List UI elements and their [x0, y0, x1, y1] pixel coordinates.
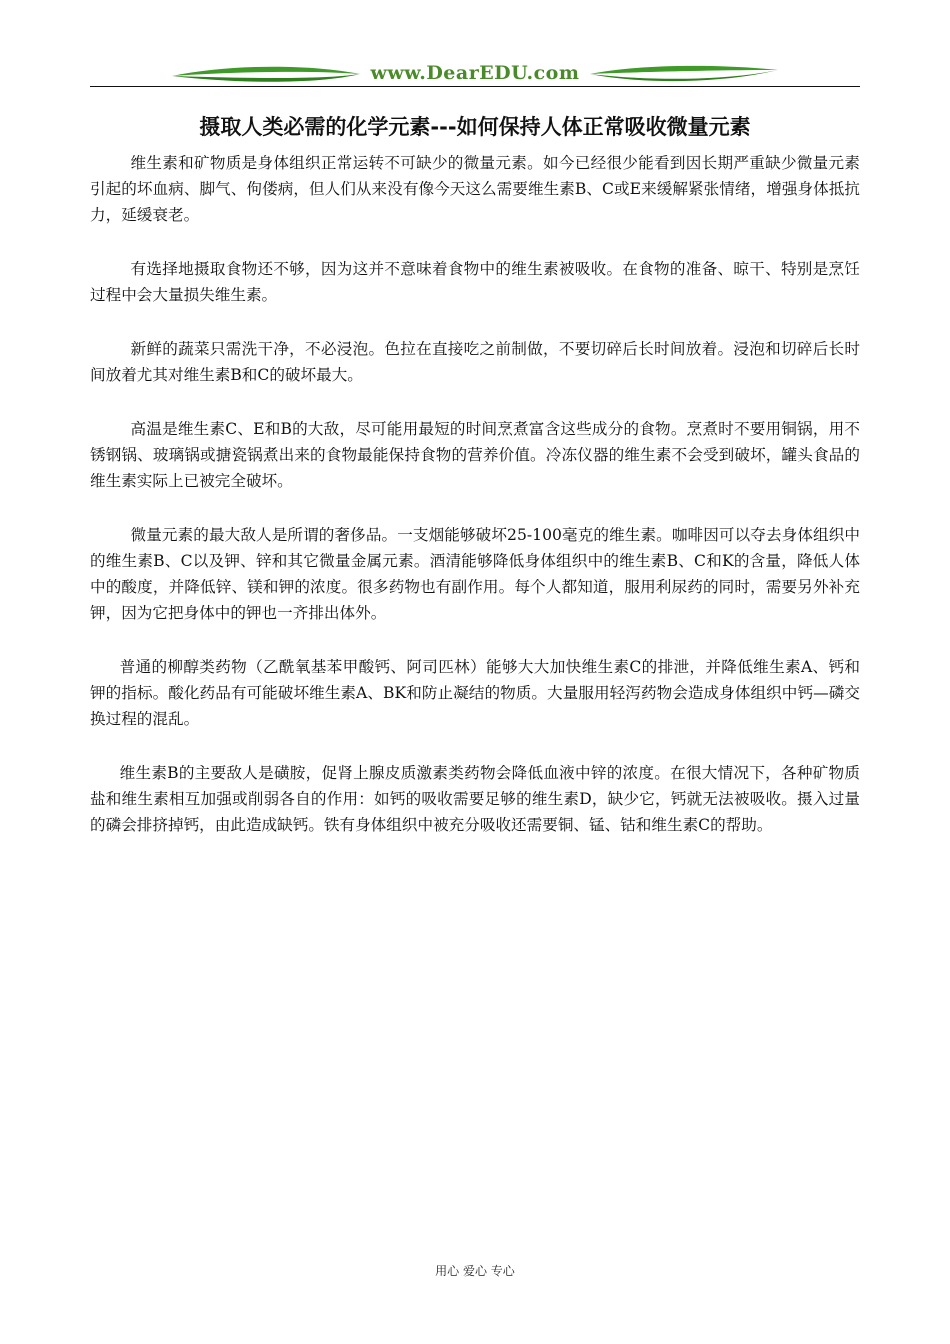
paragraph: 维生素和矿物质是身体组织正常运转不可缺少的微量元素。如今已经很少能看到因长期严重缺少微量元素引起的坏血病、脚气、佝偻病，但人们从来没有像今天这么需要维生素B、C或E来缓解紧张情绪，增强身体抵抗力，延缓衰老。: [90, 154, 860, 224]
header-divider: [90, 86, 860, 87]
page-title: 摄取人类必需的化学元素---如何保持人体正常吸收微量元素: [199, 115, 751, 140]
paragraph: 微量元素的最大敌人是所谓的奢侈品。一支烟能够破坏25-100毫克的维生素。咖啡因可以夺去身体组织中的维生素B、C以及钾、锌和其它微量金属元素。酒清能够降低身体组织中的维生素B、C和K的含量，降低人体中的酸度，并降低锌、镁和钾的浓度。很多药物也有副作用。每个人都知道，服用利尿药的同时，需要另外补充钾，因为它把身体中的钾也一齐排出体外。: [90, 526, 860, 622]
paragraph: 高温是维生素C、E和B的大敌，尽可能用最短的时间烹煮富含这些成分的食物。烹煮时不要用铜锅，用不锈钢锅、玻璃锅或搪瓷锅煮出来的食物最能保持食物的营养价值。冷冻仪器的维生素不会受到破坏，罐头食品的维生素实际上已被完全破坏。: [90, 420, 860, 490]
paragraph: 新鲜的蔬菜只需洗干净，不必浸泡。色拉在直接吃之前制做，不要切碎后长时间放着。浸泡和切碎后长时间放着尤其对维生素B和C的破坏最大。: [90, 340, 860, 384]
page-footer: 用心 爱心 专心: [435, 1264, 515, 1278]
site-header-banner: [170, 60, 780, 86]
paragraph: 普通的柳醇类药物（乙酰氧基苯甲酸钙、阿司匹林）能够大大加快维生素C的排泄，并降低维生素A、钙和钾的指标。酸化药品有可能破坏维生素A、BK和防止凝结的物质。大量服用轻泻药物会造成身体组织中钙—磷交换过程的混乱。: [90, 658, 860, 728]
site-name[interactable]: www.DearEDU.com: [370, 62, 580, 84]
article-body: [90, 150, 860, 866]
paragraph: 维生素B的主要敌人是磺胺，促肾上腺皮质激素类药物会降低血液中锌的浓度。在很大情况下，各种矿物质盐和维生素相互加强或削弱各自的作用：如钙的吸收需要足够的维生素D，缺少它，钙就无法被吸收。摄入过量的磷会排挤掉钙，由此造成缺钙。铁有身体组织中被充分吸收还需要铜、锰、钴和维生素C的帮助。: [90, 764, 860, 834]
paragraph: 有选择地摄取食物还不够，因为这并不意味着食物中的维生素被吸收。在食物的准备、晾干、特别是烹饪过程中会大量损失维生素。: [90, 260, 860, 304]
